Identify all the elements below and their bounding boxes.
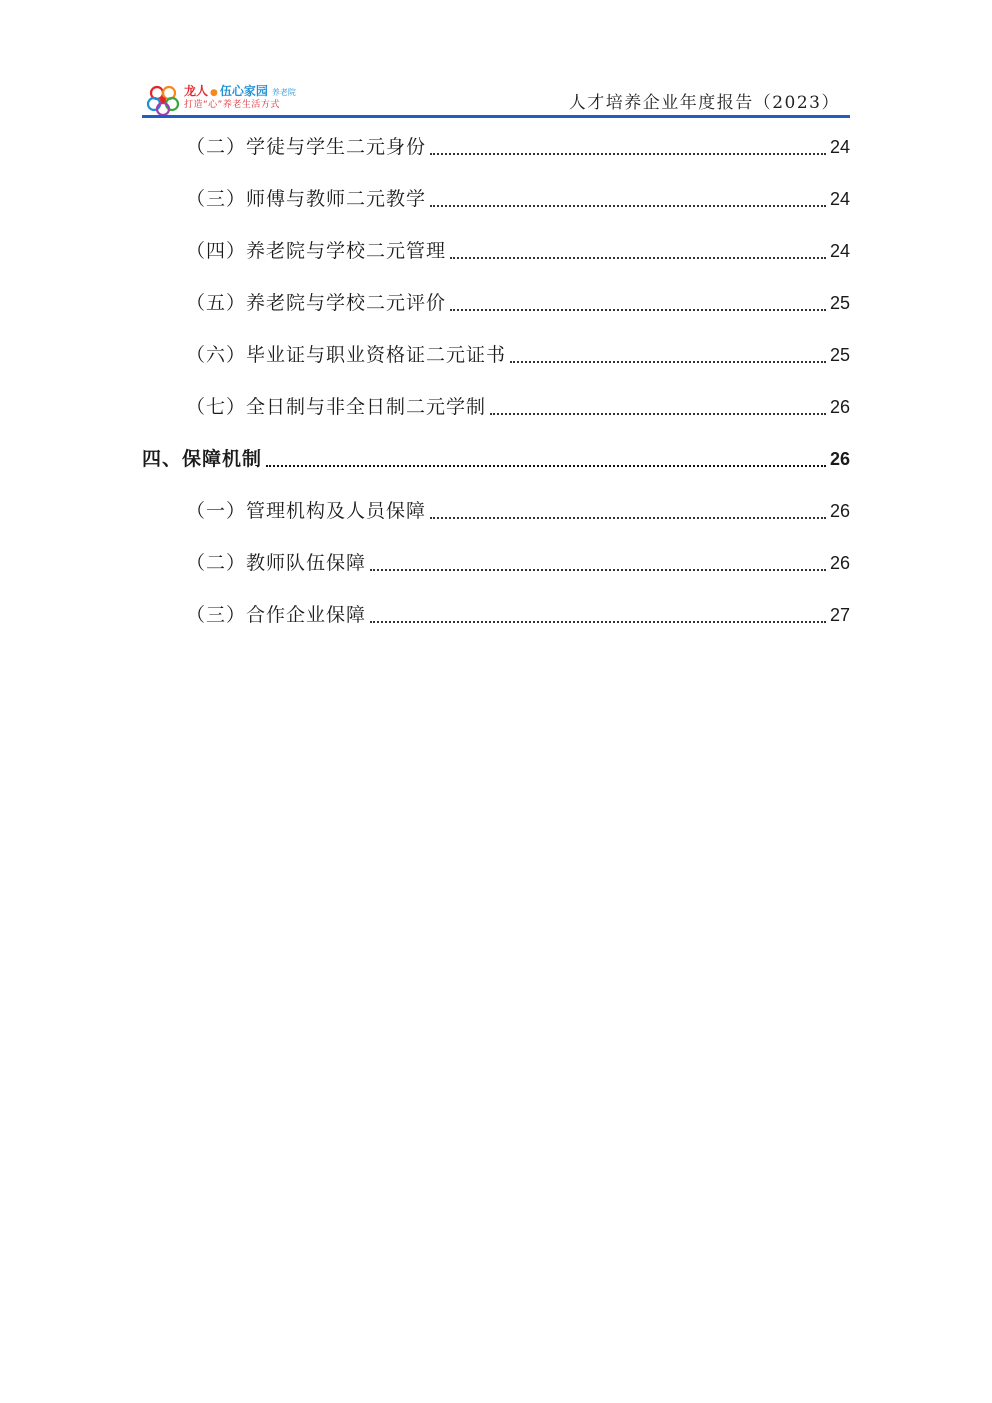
- toc-page-number: 25: [829, 293, 850, 313]
- toc-entry[interactable]: [186, 186, 850, 212]
- toc-dot-leader: [510, 361, 826, 363]
- toc-entry[interactable]: [186, 394, 850, 420]
- toc-entry-label: （四）养老院与学校二元管理: [186, 240, 447, 262]
- header-divider: [142, 115, 850, 118]
- toc-entry-label: （二）学徒与学生二元身份: [186, 136, 427, 158]
- toc-page-number: 24: [829, 189, 850, 209]
- toc-entry[interactable]: [186, 290, 850, 316]
- toc-dot-leader: [430, 153, 826, 155]
- toc-entry[interactable]: [186, 342, 850, 368]
- toc-entry[interactable]: [142, 446, 850, 472]
- toc-entry-label: （七）全日制与非全日制二元学制: [186, 396, 487, 418]
- toc-entry-label: （三）合作企业保障: [186, 604, 367, 626]
- toc-entry[interactable]: [186, 498, 850, 524]
- toc-page-number: 25: [829, 345, 850, 365]
- toc-page-number: 26: [829, 397, 850, 417]
- toc-dot-leader: [370, 621, 826, 623]
- toc-dot-leader: [430, 517, 826, 519]
- toc-entry[interactable]: [186, 238, 850, 264]
- toc-entry-label: （三）师傅与教师二元教学: [186, 188, 427, 210]
- toc-dot-leader: [490, 413, 826, 415]
- toc-entry-label: （二）教师队伍保障: [186, 552, 367, 574]
- toc-entry[interactable]: [186, 134, 850, 160]
- logo-brand-name: 龙人 ● 伍心家园 养老院: [184, 84, 296, 98]
- toc-dot-leader: [450, 309, 826, 311]
- toc-entry-label: （六）毕业证与职业资格证二元证书: [186, 344, 507, 366]
- toc-page-number: 24: [829, 241, 850, 261]
- toc-dot-leader: [450, 257, 826, 259]
- logo-slogan: 打造“心”养老生活方式: [184, 100, 280, 110]
- toc-entry-label: （五）养老院与学校二元评价: [186, 292, 447, 314]
- toc-page-number: 24: [829, 137, 850, 157]
- toc-entry-label: （一）管理机构及人员保障: [186, 500, 427, 522]
- company-logo: [146, 84, 316, 116]
- report-title: 人才培养企业年度报告（2023）: [568, 93, 840, 113]
- toc-entry[interactable]: [186, 550, 850, 576]
- flower-logo-icon: [146, 84, 180, 116]
- toc-page-number: 27: [829, 605, 850, 625]
- toc-entry[interactable]: [186, 602, 850, 628]
- toc-page-number: 26: [829, 449, 850, 469]
- toc-entry-label: 四、保障机制: [142, 448, 263, 470]
- toc-page-number: 26: [829, 553, 850, 573]
- toc-dot-leader: [430, 205, 826, 207]
- toc-dot-leader: [370, 569, 826, 571]
- toc-dot-leader: [266, 465, 826, 467]
- toc-page-number: 26: [829, 501, 850, 521]
